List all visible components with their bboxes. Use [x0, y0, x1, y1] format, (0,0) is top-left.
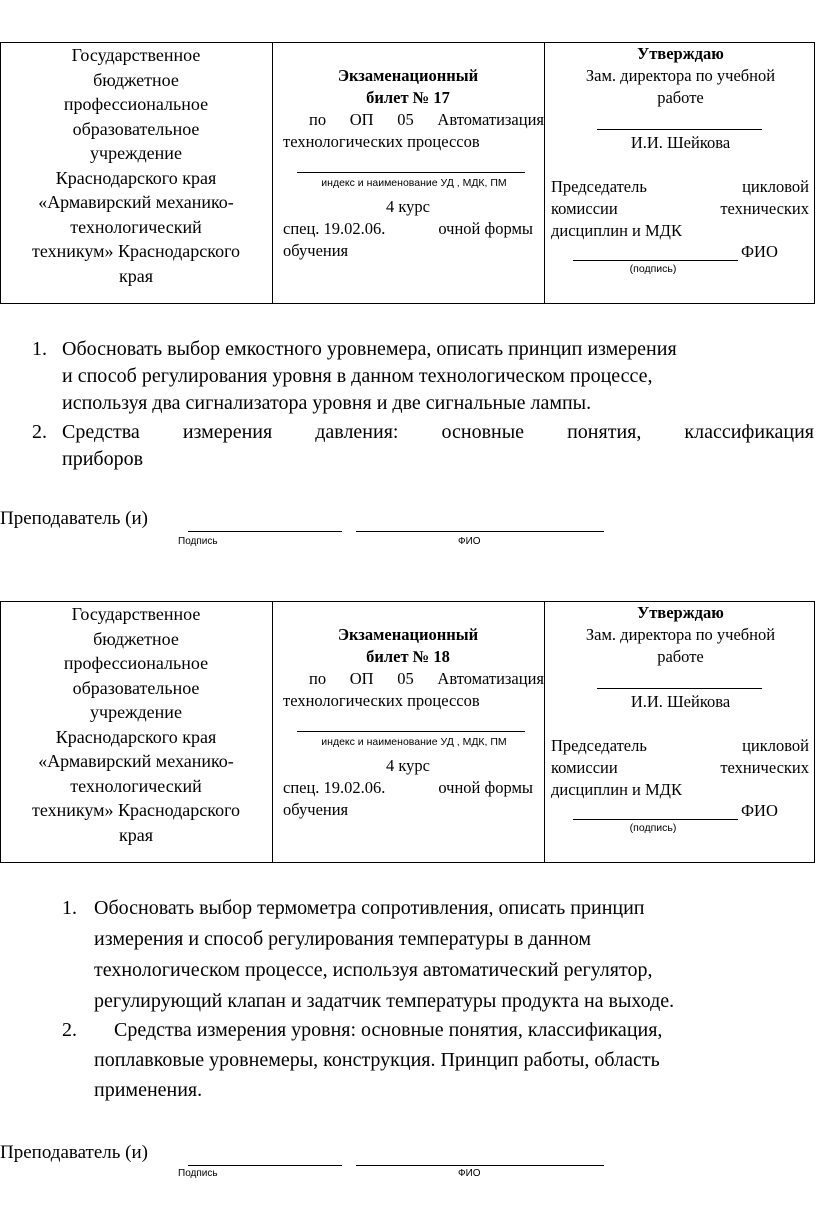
ticket-17 — [0, 42, 816, 562]
exam-title: Экзаменационный — [337, 625, 479, 644]
question-text: приборов — [62, 448, 144, 470]
question-number: 2. — [32, 421, 47, 443]
question-text: и способ регулирования уровня в данном технологическом процессе, — [62, 365, 653, 387]
ticket-header-table — [0, 601, 815, 863]
discipline-name: технологических процессов — [283, 132, 480, 151]
signature-caption: Подпись — [178, 536, 218, 547]
question-text: технологическом процессе, используя автоматический регулятор, — [94, 959, 653, 981]
question-number: 2. — [62, 1019, 77, 1041]
teacher-label: Преподаватель (и) — [0, 1142, 148, 1163]
chair-line: комиссии технических — [551, 199, 809, 218]
deputy-title-cont: работе — [657, 88, 704, 107]
ticket-number: билет № 18 — [366, 647, 450, 666]
institution-name: Государственное бюджетное профессиональное образовательное учреждение Краснодарского края «Армавирский механико- технологический техникум» Краснодарского края — [31, 604, 241, 845]
chair-signature-line — [573, 819, 738, 820]
deputy-signature-line — [597, 688, 762, 689]
question-text: Средства измерения уровня: основные понятия, классификация, — [114, 1019, 663, 1041]
question-text: Обосновать выбор емкостного уровнемера, описать принцип измерения — [62, 338, 677, 360]
question-text: Обосновать выбор термометра сопротивления, описать принцип — [94, 897, 645, 919]
study-form: обучения — [283, 800, 349, 819]
specialty-line: спец. 19.02.06. очной формы — [283, 219, 533, 238]
fio-caption: ФИО — [458, 1168, 481, 1179]
specialty-line: спец. 19.02.06. очной формы — [283, 778, 533, 797]
chair-signature-line — [573, 260, 738, 261]
deputy-title: Зам. директора по учебной — [585, 66, 776, 85]
index-caption: индекс и наименование УД , МДК, ПМ — [321, 177, 507, 189]
teacher-fio-line — [356, 1165, 604, 1166]
teacher-label: Преподаватель (и) — [0, 508, 148, 529]
teacher-signature-line — [188, 1165, 342, 1166]
fio-label: ФИО — [741, 801, 778, 820]
discipline-line: по ОП 05 Автоматизация — [309, 110, 544, 129]
column-divider — [272, 602, 273, 862]
chair-line: комиссии технических — [551, 758, 809, 777]
signature-caption: (подпись) — [629, 263, 677, 275]
question-text: измерения и способ регулирования температуры в данном — [94, 928, 592, 950]
chair-line: дисциплин и МДК — [551, 221, 682, 240]
deputy-title: Зам. директора по учебной — [585, 625, 776, 644]
approve-title: Утверждаю — [637, 44, 724, 63]
course: 4 курс — [386, 197, 430, 216]
chair-line: Председатель цикловой — [551, 177, 809, 196]
index-rule — [297, 172, 525, 173]
teacher-fio-line — [356, 531, 604, 532]
study-form: обучения — [283, 241, 349, 260]
chair-line: Председатель цикловой — [551, 736, 809, 755]
approve-title: Утверждаю — [637, 603, 724, 622]
question-text: регулирующий клапан и задатчик температуры продукта на выходе. — [94, 990, 675, 1012]
question-text: используя два сигнализатора уровня и две сигнальные лампы. — [62, 392, 592, 414]
deputy-signature-line — [597, 129, 762, 130]
question-text: Средства измерения давления: основные понятия, классификация — [62, 421, 814, 443]
fio-caption: ФИО — [458, 536, 481, 547]
exam-title: Экзаменационный — [337, 66, 479, 85]
fio-label: ФИО — [741, 242, 778, 261]
index-rule — [297, 731, 525, 732]
deputy-name: И.И. Шейкова — [630, 692, 731, 711]
deputy-name: И.И. Шейкова — [630, 133, 731, 152]
discipline-line: по ОП 05 Автоматизация — [309, 669, 544, 688]
discipline-name: технологических процессов — [283, 691, 480, 710]
question-number: 1. — [62, 897, 77, 919]
teacher-signature-line — [188, 531, 342, 532]
signature-caption: Подпись — [178, 1168, 218, 1179]
ticket-18 — [0, 601, 816, 1201]
column-divider — [272, 43, 273, 303]
question-text: поплавковые уровнемеры, конструкция. Принцип работы, область — [94, 1049, 660, 1071]
deputy-title-cont: работе — [657, 647, 704, 666]
ticket-header-table — [0, 42, 815, 304]
index-caption: индекс и наименование УД , МДК, ПМ — [321, 736, 507, 748]
question-text: применения. — [94, 1079, 203, 1101]
ticket-number: билет № 17 — [366, 88, 450, 107]
chair-line: дисциплин и МДК — [551, 780, 682, 799]
institution-name: Государственное бюджетное профессиональное образовательное учреждение Краснодарского края «Армавирский механико- технологический техникум» Краснодарского края — [31, 45, 241, 286]
signature-caption: (подпись) — [629, 822, 677, 834]
course: 4 курс — [386, 756, 430, 775]
question-number: 1. — [32, 338, 47, 360]
